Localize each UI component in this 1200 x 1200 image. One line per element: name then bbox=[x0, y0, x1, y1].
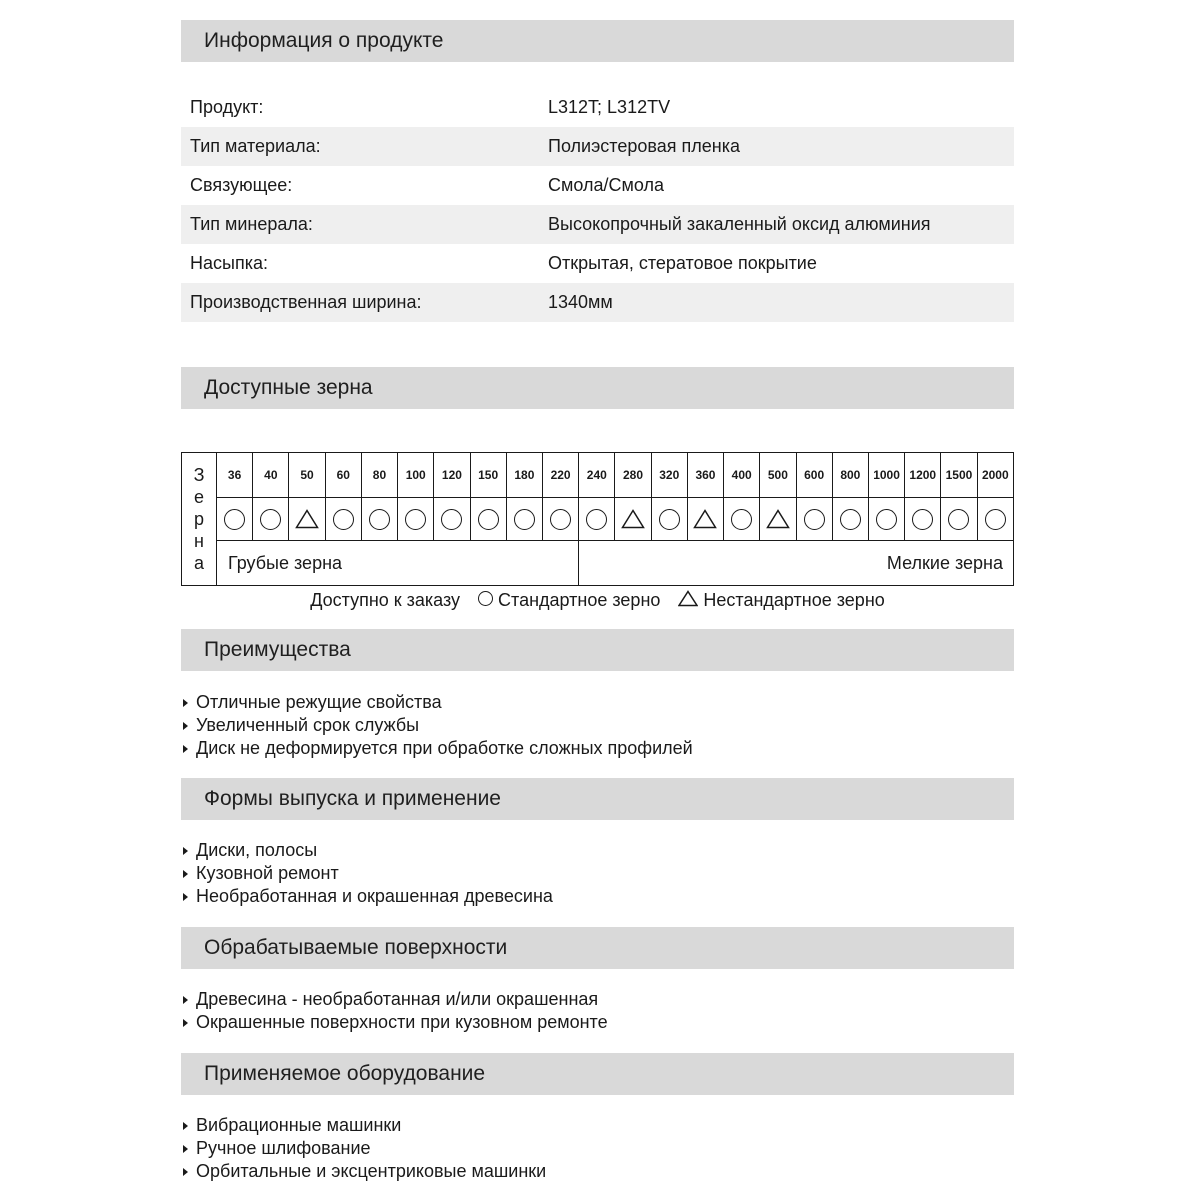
fine-grits-label: Мелкие зерна bbox=[579, 541, 1014, 586]
circle-icon bbox=[876, 509, 897, 530]
equipment-list bbox=[181, 1114, 546, 1183]
circle-icon bbox=[840, 509, 861, 530]
grit-availability-cell bbox=[832, 498, 868, 541]
list-item-text: Отличные режущие свойства bbox=[196, 692, 442, 712]
legend-non-standard: Нестандартное зерно bbox=[703, 590, 885, 610]
list-item bbox=[181, 885, 553, 908]
grit-number-cell: 50 bbox=[289, 453, 325, 498]
grit-number-cell: 120 bbox=[434, 453, 470, 498]
product-info-table bbox=[181, 88, 1014, 322]
advantages-header: Преимущества bbox=[181, 629, 1014, 671]
grit-number-cell: 1200 bbox=[905, 453, 941, 498]
list-item-text: Диск не деформируется при обработке сложных профилей bbox=[196, 738, 693, 758]
grit-availability-cell bbox=[289, 498, 325, 541]
list-item-text: Древесина - необработанная и/или окрашенная bbox=[196, 989, 599, 1009]
side-letter: р bbox=[193, 509, 204, 529]
grit-availability-cell bbox=[253, 498, 289, 541]
list-item bbox=[181, 1160, 546, 1183]
triangle-icon bbox=[678, 590, 698, 607]
bullet-arrow-icon bbox=[183, 1145, 188, 1153]
grit-availability-cell bbox=[361, 498, 397, 541]
grit-number-cell: 320 bbox=[651, 453, 687, 498]
grit-availability-cell bbox=[506, 498, 542, 541]
grit-availability-cell bbox=[470, 498, 506, 541]
circle-icon bbox=[586, 509, 607, 530]
grit-number-cell: 800 bbox=[832, 453, 868, 498]
bullet-arrow-icon bbox=[183, 745, 188, 753]
info-label: Тип минерала: bbox=[181, 205, 534, 244]
info-value: Полиэстеровая пленка bbox=[534, 127, 1014, 166]
triangle-icon bbox=[621, 509, 645, 529]
grit-availability-cell bbox=[217, 498, 253, 541]
grit-availability-cell bbox=[687, 498, 723, 541]
list-item bbox=[181, 1114, 546, 1137]
grit-number-cell: 150 bbox=[470, 453, 506, 498]
grit-availability-cell bbox=[868, 498, 904, 541]
list-item bbox=[181, 988, 608, 1011]
info-label: Производственная ширина: bbox=[181, 283, 534, 322]
grit-availability-cell bbox=[398, 498, 434, 541]
info-row-width bbox=[181, 283, 1014, 322]
list-item bbox=[181, 714, 693, 737]
list-item-text: Вибрационные машинки bbox=[196, 1115, 402, 1135]
grit-availability-cell bbox=[905, 498, 941, 541]
grit-number-cell: 360 bbox=[687, 453, 723, 498]
list-item bbox=[181, 691, 693, 714]
grit-number-cell: 60 bbox=[325, 453, 361, 498]
side-letter: е bbox=[193, 487, 204, 507]
triangle-icon bbox=[693, 509, 717, 529]
bullet-arrow-icon bbox=[183, 722, 188, 730]
grits-header: Доступные зерна bbox=[181, 367, 1014, 409]
grit-number-cell: 280 bbox=[615, 453, 651, 498]
grit-availability-cell bbox=[542, 498, 578, 541]
grit-number-cell: 36 bbox=[217, 453, 253, 498]
legend-available: Доступно к заказу bbox=[310, 590, 461, 610]
bullet-arrow-icon bbox=[183, 870, 188, 878]
forms-list bbox=[181, 839, 553, 908]
info-label: Связующее: bbox=[190, 175, 293, 195]
grit-availability-cell bbox=[977, 498, 1013, 541]
circle-icon bbox=[948, 509, 969, 530]
grit-number-cell: 1000 bbox=[868, 453, 904, 498]
list-item bbox=[181, 1011, 608, 1034]
grit-number-cell: 500 bbox=[760, 453, 796, 498]
grit-number-cell: 40 bbox=[253, 453, 289, 498]
info-label: Насыпка: bbox=[190, 253, 268, 273]
grit-range-row bbox=[182, 541, 1014, 586]
triangle-icon bbox=[295, 509, 319, 529]
coarse-grits-label: Грубые зерна bbox=[217, 541, 579, 586]
grit-number-cell: 80 bbox=[361, 453, 397, 498]
advantages-list bbox=[181, 691, 693, 760]
grit-number-row bbox=[182, 453, 1014, 498]
circle-icon bbox=[260, 509, 281, 530]
circle-icon bbox=[478, 509, 499, 530]
bullet-arrow-icon bbox=[183, 1019, 188, 1027]
list-item-text: Диски, полосы bbox=[196, 840, 318, 860]
grit-side-label bbox=[182, 453, 217, 586]
circle-icon bbox=[659, 509, 680, 530]
circle-icon bbox=[405, 509, 426, 530]
grit-availability-cell bbox=[941, 498, 977, 541]
list-item bbox=[181, 1137, 546, 1160]
info-value: Открытая, стератовое покрытие bbox=[548, 253, 817, 273]
grit-number-cell: 2000 bbox=[977, 453, 1013, 498]
grit-availability-cell bbox=[325, 498, 361, 541]
grit-number-cell: 600 bbox=[796, 453, 832, 498]
circle-icon bbox=[441, 509, 462, 530]
info-row-mineral bbox=[181, 205, 1014, 244]
circle-icon bbox=[985, 509, 1006, 530]
triangle-icon bbox=[766, 509, 790, 529]
grit-table bbox=[181, 452, 1014, 586]
legend-standard: Стандартное зерно bbox=[498, 590, 661, 610]
circle-icon bbox=[333, 509, 354, 530]
grit-availability-cell bbox=[651, 498, 687, 541]
grit-number-cell: 220 bbox=[542, 453, 578, 498]
grit-availability-cell bbox=[579, 498, 615, 541]
info-label: Продукт: bbox=[190, 97, 264, 117]
info-row-binder bbox=[181, 166, 1014, 205]
bullet-arrow-icon bbox=[183, 1168, 188, 1176]
circle-icon bbox=[550, 509, 571, 530]
grit-number-cell: 1500 bbox=[941, 453, 977, 498]
info-value: L312T; L312TV bbox=[548, 97, 671, 117]
surfaces-header: Обрабатываемые поверхности bbox=[181, 927, 1014, 969]
circle-icon bbox=[804, 509, 825, 530]
info-value: 1340мм bbox=[534, 283, 1014, 322]
list-item-text: Увеличенный срок службы bbox=[196, 715, 420, 735]
circle-icon bbox=[731, 509, 752, 530]
side-letter: З bbox=[193, 465, 205, 485]
side-letter: н bbox=[194, 531, 204, 551]
list-item-text: Кузовной ремонт bbox=[196, 863, 339, 883]
grit-availability-cell bbox=[434, 498, 470, 541]
grit-availability-cell bbox=[724, 498, 760, 541]
circle-icon bbox=[912, 509, 933, 530]
bullet-arrow-icon bbox=[183, 847, 188, 855]
info-row-material bbox=[181, 127, 1014, 166]
grit-symbol-row bbox=[182, 498, 1014, 541]
side-letter: а bbox=[193, 553, 204, 573]
list-item bbox=[181, 737, 693, 760]
grit-availability-cell bbox=[760, 498, 796, 541]
grit-number-cell: 400 bbox=[724, 453, 760, 498]
list-item-text: Окрашенные поверхности при кузовном ремонте bbox=[196, 1012, 608, 1032]
grit-number-cell: 100 bbox=[398, 453, 434, 498]
list-item bbox=[181, 839, 553, 862]
grit-number-cell: 240 bbox=[579, 453, 615, 498]
bullet-arrow-icon bbox=[183, 996, 188, 1004]
forms-header: Формы выпуска и применение bbox=[181, 778, 1014, 820]
grit-legend bbox=[181, 589, 1014, 611]
circle-icon bbox=[514, 509, 535, 530]
grit-availability-cell bbox=[796, 498, 832, 541]
bullet-arrow-icon bbox=[183, 699, 188, 707]
bullet-arrow-icon bbox=[183, 1122, 188, 1130]
info-value: Высокопрочный закаленный оксид алюминия bbox=[534, 205, 1014, 244]
info-row-product bbox=[181, 88, 1014, 127]
grit-number-cell: 180 bbox=[506, 453, 542, 498]
grit-availability-cell bbox=[615, 498, 651, 541]
list-item-text: Ручное шлифование bbox=[196, 1138, 371, 1158]
circle-icon bbox=[478, 591, 493, 606]
surfaces-list bbox=[181, 988, 608, 1034]
info-value: Смола/Смола bbox=[548, 175, 665, 195]
product-info-header: Информация о продукте bbox=[181, 20, 1014, 62]
list-item bbox=[181, 862, 553, 885]
info-label: Тип материала: bbox=[181, 127, 534, 166]
circle-icon bbox=[224, 509, 245, 530]
equipment-header: Применяемое оборудование bbox=[181, 1053, 1014, 1095]
info-row-coating bbox=[181, 244, 1014, 283]
circle-icon bbox=[369, 509, 390, 530]
bullet-arrow-icon bbox=[183, 893, 188, 901]
list-item-text: Орбитальные и эксцентриковые машинки bbox=[196, 1161, 547, 1181]
list-item-text: Необработанная и окрашенная древесина bbox=[196, 886, 553, 906]
